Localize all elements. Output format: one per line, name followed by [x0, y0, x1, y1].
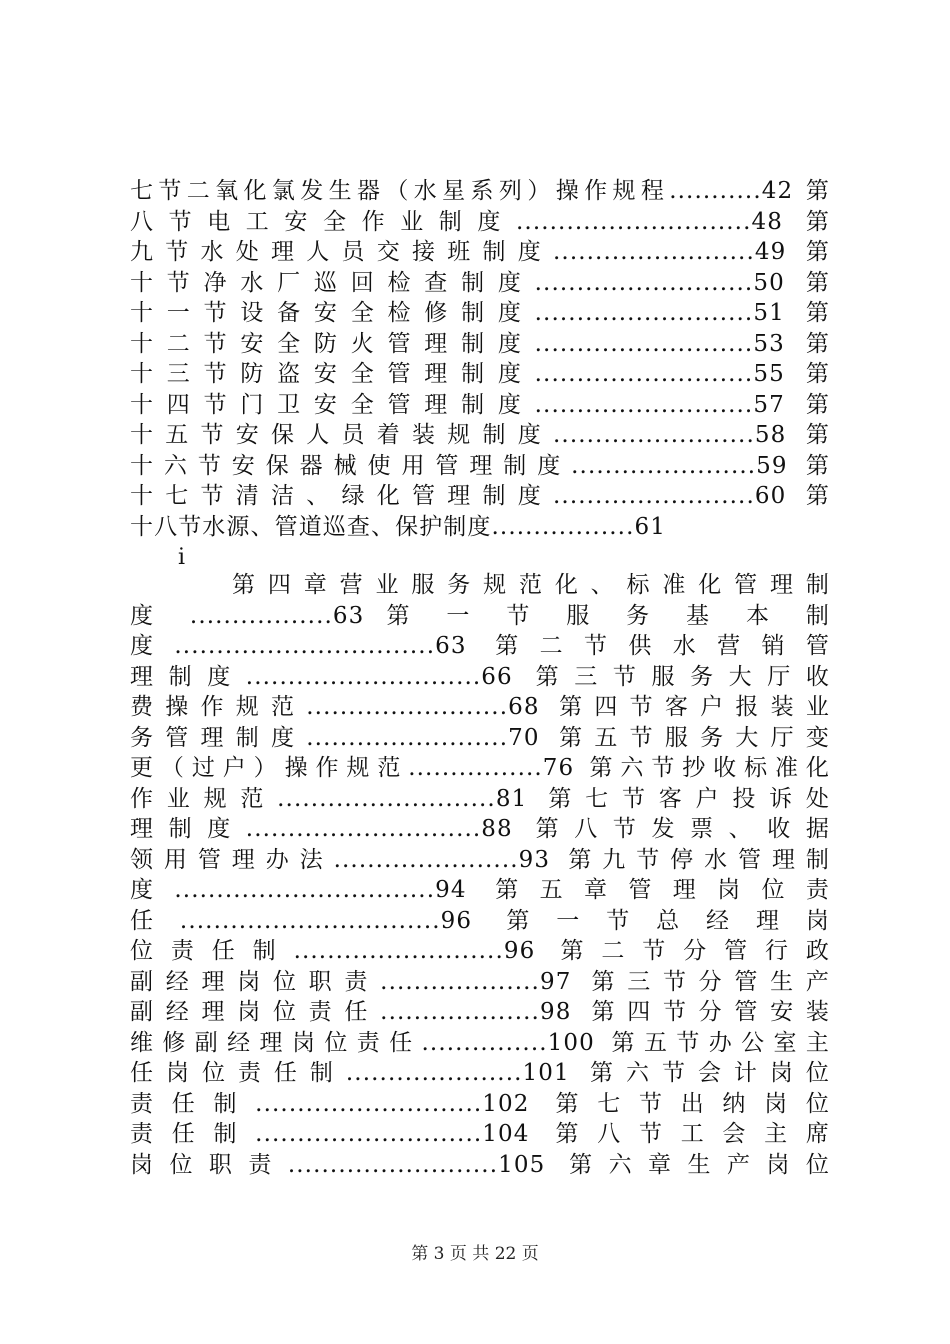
- toc-line: 责任制...........................104 第八节工会主席: [130, 1121, 830, 1147]
- page-footer: 第 3 页 共 22 页: [411, 1244, 539, 1264]
- toc-line: 十五节安保人员着装规制度........................58 第: [130, 422, 830, 448]
- toc-line: 领用管理办法......................93 第九节停水管理制: [130, 846, 830, 873]
- toc-line: 岗位职责.........................105 第六章生产岗位: [130, 1151, 830, 1178]
- toc-line: 度...............................94 第五章管理岗位责: [130, 877, 830, 903]
- toc-line: 副经理岗位职责...................97 第三节分管生产: [130, 968, 830, 995]
- toc-line: 责任制...........................102 第七节出纳岗位: [130, 1090, 830, 1117]
- toc-line: 费操作规范........................68 第四节客户报装业: [130, 694, 830, 720]
- page-marker: i: [178, 545, 186, 570]
- toc-line: 务管理制度........................70 第五节服务大厅变: [130, 724, 830, 751]
- toc-line: 度...............................63 第二节供水营销管: [130, 633, 830, 659]
- toc-line: 十四节门卫安全管理制度..........................57 第: [130, 391, 830, 418]
- toc-line: 十一节设备安全检修制度..........................51 第: [130, 300, 830, 326]
- toc-line: 任岗位责任制.....................101 第六节会计岗位: [130, 1060, 830, 1086]
- toc-line: 十三节防盗安全管理制度..........................55 第: [130, 361, 830, 387]
- toc-line: 九节水处理人员交接班制度........................49 第: [130, 239, 830, 265]
- toc-line: 度 .................63 第 一 节 服 务 基 本 制: [130, 602, 830, 629]
- toc-line: 副经理岗位责任...................98 第四节分管安装: [130, 999, 830, 1025]
- toc-line: 理制度............................66 第三节服务大厅收: [130, 663, 830, 690]
- toc-line: 十二节安全防火管理制度..........................53 第: [130, 330, 830, 357]
- toc-line: 八节电工安全作业制度............................48 第: [130, 208, 830, 235]
- toc-line: 任...............................96 第一节总经理岗: [130, 907, 830, 934]
- toc-line: 理制度............................88 第八节发票、收据: [130, 816, 830, 842]
- toc-line: 七节二氧化氯发生器（水星系列）操作规程...........42 第: [130, 178, 830, 204]
- chapter-heading-line: 第四章营业服务规范化、标准化管理制: [232, 572, 830, 598]
- toc-line: 位责任制.........................96 第二节分管行政: [130, 938, 830, 964]
- toc-line: 作业规范..........................81 第七节客户投诉处: [130, 785, 830, 812]
- toc-line: 更（过户）操作规范................76 第六节抄收标准化: [130, 755, 830, 781]
- toc-line: 维修副经理岗位责任...............100 第五节办公室主: [130, 1029, 830, 1056]
- toc-block-2: [130, 570, 830, 1180]
- toc-line: 十八节水源、管道巡查、保护制度.................61: [130, 513, 666, 540]
- toc-line: 十七节清洁、绿化管理制度........................60 第: [130, 483, 830, 509]
- toc-block-1: [130, 176, 830, 542]
- toc-line: 十六节安保器械使用管理制度......................59 第: [130, 452, 830, 479]
- toc-line: 十节净水厂巡回检查制度..........................50 第: [130, 269, 830, 296]
